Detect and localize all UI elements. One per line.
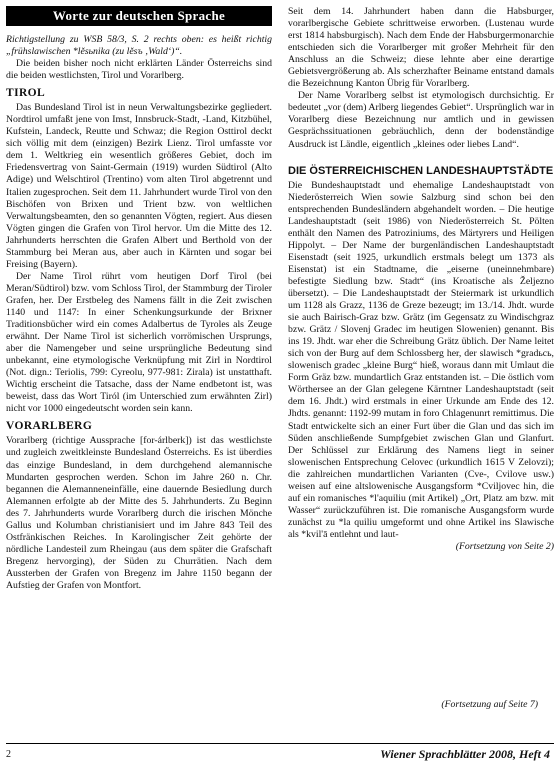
column-banner: Worte zur deutschen Sprache	[6, 6, 272, 26]
journal-title: Wiener Sprachblätter 2008, Heft 4	[380, 747, 550, 761]
vorarlberg-paragraph-1: Vorarlberg (richtige Aussprache [for-árlberk]) ist das westlichste und zugleich zweitkleinste Bundesland Österreichs. Es ist überdies das einzige Bundesland, in dem durchgehend alemannische Mundarten gesprochen werden. Schon im Jahre 260 n. Chr. begannen die Alemanneneinfälle, eine dauernde Besiedlung durch Alemannen erfolgte ab der Mitte des 5. Jahrhunderts. Zu Beginn des 7. Jahrhunderts wurde Vorarlberg durch die irischen Mönche Gallus und Kolumban christianisiert und im Jahre 843 Teil des Ostfränkischen Reiches. In Karolingischer Zeit gehörte der nördliche Landesteil zum Rheingau (aus dem später die Grafschaft Bregenz hervorging), der Süden zu Churrätien. Nach dem Aussterben der Grafen von Bregenz im Jahre 1150 begann der Aufstieg der Grafen von Montfort.	[6, 435, 272, 591]
capitals-paragraph-1: Die Bundeshauptstadt und ehemalige Landeshauptstadt von Niederösterreich Wien sowie Salzburg sind schon bei den entsprechenden Bundesländern abgehandelt worden. – Die heutige Landeshauptstadt (seit 1986) von Niederösterreich St. Pölten enthält den Namen des Patroziniums, des Märtyrers und Heiligen Hippolyt. – Der Name der burgenländischen Landeshauptstadt Eisenstadt (seit 1925, urkundlich erstmals belegt um 1373 als Eisenstat) ist ein Stadtname, die „eiserne (uneinnehmbare) befestigte Siedlung bzw. Stadt“ (ins Kroatische als Željezno übersetzt). – Die Landeshauptstadt der Steiermark ist urkundlich um 1128 als Grazz, 1136 de Greze bezeugt; im 13./14. Jhdt. wurde sie auch Bairisch-Graz bzw. Grätz (im Gegensatz zu Windischgraz bzw. Grätz / Slovenj Gradec im heutigen Slowenien) genannt. Bis ins 19. Jhdt. war eher die Schreibung Grätz üblich. Der Name leitet sich von der Burg auf dem Schlossberg her, der slawisch *gradьcь, slowenisch gradec „kleine Burg“ hieß, woraus dann mit Umlaut die Form Gräz bzw. mundartlich Graz entstanden ist. – Die östlich vom Wörthersee an der Glan gelegene Kärntner Landeshauptstadt (seit dem 16. Jhdt.) wird erstmals in einer Urkunde am Ende des 12. Jhdts. genannt: 1192-99 mutam in foro Chlagenunrt remittimus. Die Stadt entwickelte sich an einer Furt über die Glan und das sich im Süden anschließende Sumpfgebiet zwischen Glan und Glanfurt. Der Schlüssel zur Erklärung des Namens liegt in seiner slowenischen Entsprechung Celovec (urkundlich 1615 V Zelovzi); die zahlreichen mundartlichen Varianten (Cve-, Cvilove usw.) weisen auf eine altslowenische Ausgangsform *Cviljovec hin, die auf ein romanisches *l'aquiliu (mit Artikel) „Ort, Platz am bzw. mit Wasser“ zurückzuführen ist. Die romanische Ausgangsform wurde zunächst zu *la quiliu umgeformt und ohne Artikel ins Slawische als *kvil'ā entlehnt und laut-	[288, 179, 554, 540]
footer-rule	[6, 743, 554, 744]
page-number: 2	[6, 749, 11, 760]
tirol-paragraph-1: Das Bundesland Tirol ist in neun Verwaltungsbezirke gegliedert. Nordtirol umfaßt jene von Imst, Innsbruck-Stadt, -Land, Kitzbühel, Kufstein, Landeck, Reutte und Schwaz; die Region Osttirol deckt sich völlig mit dem (einzigen) Bezirk Lienz. Tirol umfasste vor dem 1. Weltkrieg ein wesentlich größeres Gebiet, doch im Friedensvertrag von Saint-Germain (1919) wurden Südtirol (Alto Adige) und Welschtirol (Trentino) vom alten Tirol abgetrennt und Italien zugesprochen. Seit dem 11. Jahrhundert wurde Tirol von den Bischöfen von Brixen und Trient bzw. von weltlichen Verwaltungsbeamten, den so genannten Vögten, regiert. Aus diesen Vögten gingen die Grafen von Tirol hervor. Um die Mitte des 12. Jahrhunderts herrschten die Grafen Albert und Berthold von der Stammburg bei Meran aus, aber auch in Kärnten und sogar bei Freising (Bayern).	[6, 102, 272, 270]
section-heading-capitals: DIE ÖSTERREICHISCHEN LANDESHAUPTSTÄDTE	[288, 164, 554, 177]
correction-note: Richtigstellung zu WSB 58/3, S. 2 rechts oben: es heißt richtig „frühslawischen *lěsьnika (zu lěsъ ‚Wald‘)“.	[6, 34, 272, 58]
intro-paragraph: Die beiden bisher noch nicht erklärten Länder Österreichs sind die beiden westlichsten, Tirol und Vorarlberg.	[6, 58, 272, 82]
vorarlberg-paragraph-2: Seit dem 14. Jahrhundert haben dann die Habsburger, vorarlbergische Gebiete schrittweise erworben. (Lustenau wurde erst 1814 habsburgisch). Nach dem Ende der Habsburgermonarchie entschieden sich die Vorarlberger mit großer Mehrheit für den Anschluss an die Schweiz; diese lehnte aber eine derartige Gebietsvergrößerung ab. Als scherzhafter Beiname entstand damals die Bezeichnung Kanton Übrig für Vorarlberg.	[288, 6, 554, 90]
tirol-paragraph-2: Der Name Tirol rührt vom heutigen Dorf Tirol (bei Meran/Südtirol) bzw. vom Schloss Tirol, der Stammburg der Tiroler Grafen, her. Der Erstbeleg des Namens fällt in die Zeit zwischen 1140 und 1147: In einer Schenkungsurkunde der Brixner Traditionsbücher wird ein comes Adalbertus de Tyroles als Zeuge erwähnt. Der Name Tirol ist sicherlich vorrömischen Ursprungs, aber die Namengeber und seine ursprüngliche Bedeutung sind unbekannt, eine etymologische Verknüpfung mit Zirl in Nordtirol (Not. dign.: Teriolis, 799: Cyreolu, 977-981: Zirala) ist unstatthaft. Wichtig erscheint die Tatsache, dass der Name endbetont ist, was beweist, dass das Wort Tiról (im Unterschied zum erwähnten Zirl) nicht vor 1000 eingedeutscht worden sein kann.	[6, 270, 272, 415]
section-heading-vorarlberg: VORARLBERG	[6, 420, 93, 433]
right-column	[288, 6, 554, 553]
page-footer	[0, 743, 560, 765]
left-column	[6, 6, 272, 592]
vorarlberg-paragraph-3: Der Name Vorarlberg selbst ist etymologisch durchsichtig. Er bedeutet „vor (dem) Arlberg liegendes Gebiet“. Ursprünglich war in Vorarlberg diese Bezeichnung nur amtlich und in gewissen Gesprächssituationen gebräuchlich, denn der bodenständige Ausdruck ist Ländle, eigentlich „kleines oder liebes Land“.	[288, 90, 554, 150]
section-heading-tirol: TIROL	[6, 87, 46, 100]
continuation-note-2: (Fortsetzung auf Seite 7)	[441, 699, 538, 710]
continuation-note-1: (Fortsetzung von Seite 2)	[455, 540, 554, 552]
